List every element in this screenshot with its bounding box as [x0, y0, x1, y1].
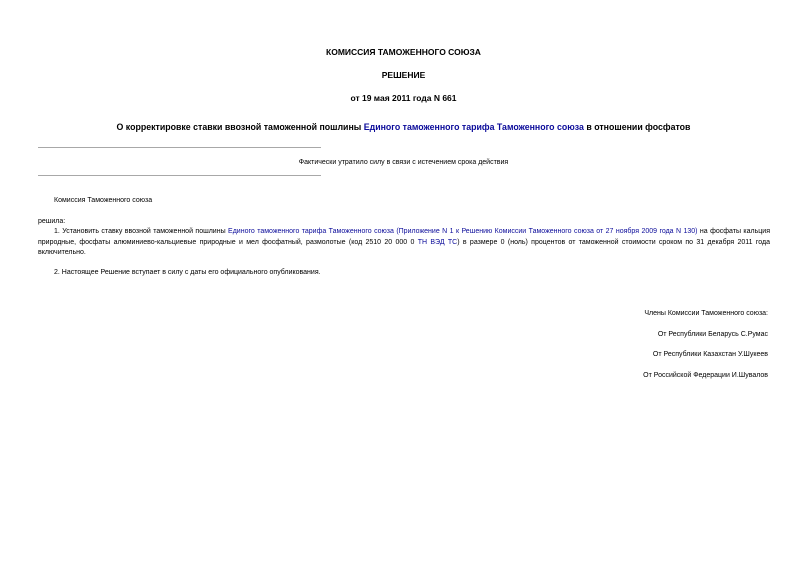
- issuer-text: Комиссия Таможенного союза: [54, 197, 153, 204]
- decided-text: решила:: [38, 218, 66, 225]
- title-prefix: О корректировке ставки ввозной таможенной пошлины: [116, 122, 364, 132]
- item-1-tnved-link[interactable]: ТН ВЭД ТС: [417, 238, 458, 246]
- organization-heading: КОМИССИЯ ТАМОЖЕННОГО СОЮЗА: [326, 47, 481, 57]
- item-1-paragraph: [38, 227, 770, 259]
- signatures-heading: Члены Комиссии Таможенного союза:: [644, 310, 768, 317]
- item-1-tariff-link[interactable]: Единого таможенного тарифа Таможенного союза (Приложение N 1 к Решению Комиссии Таможенного союза от 27 ноября 2009 года N 130): [228, 228, 698, 235]
- divider-top: [38, 147, 321, 148]
- date-number-heading: от 19 мая 2011 года N 661: [350, 93, 457, 103]
- divider-bottom: [38, 175, 321, 176]
- item-2-paragraph: 2. Настоящее Решение вступает в силу с даты его официального опубликования.: [54, 269, 321, 276]
- doc-type-heading: РЕШЕНИЕ: [381, 70, 426, 80]
- item-1-text-b: на фосфаты кальция природные, фосфаты алюминиево-кальциевые природные и мел фосфатный, размолотые (код 2510 20 000 0: [38, 228, 770, 246]
- signature-russia: От Российской Федерации И.Шувалов: [643, 372, 768, 379]
- document-title: [0, 122, 807, 132]
- signature-belarus: От Республики Беларусь С.Румас: [657, 331, 768, 338]
- signature-kazakhstan: От Республики Казахстан У.Шукеев: [652, 351, 768, 358]
- item-1-text-a: 1. Установить ставку ввозной таможенной пошлины: [54, 228, 229, 235]
- item-1-text-c: ) в размере 0 (ноль) процентов от таможенной стоимости сроком по 31 декабря 2011 года включительно.: [38, 238, 771, 256]
- title-suffix: в отношении фосфатов: [583, 122, 691, 132]
- title-tariff-link[interactable]: Единого таможенного тарифа Таможенного союза: [363, 122, 584, 132]
- status-note: Фактически утратило силу в связи с истечением срока действия: [298, 159, 509, 166]
